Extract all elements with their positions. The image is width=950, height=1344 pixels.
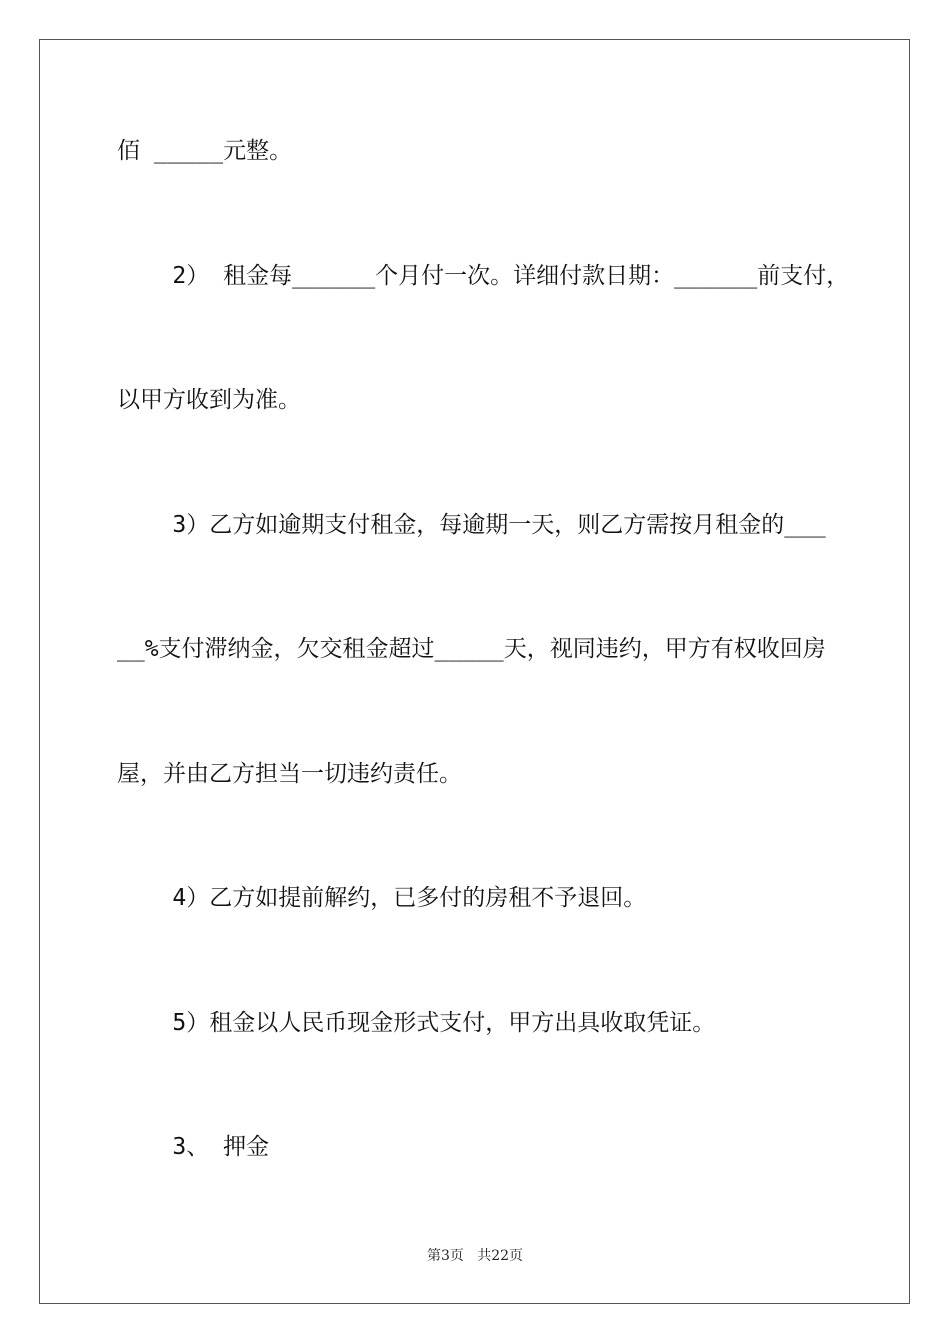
text-line: __%支付滞纳金，欠交租金超过_____天，视同违约，甲方有权收回房 [117,636,826,662]
text-line: 5）租金以人民币现金形式支付，甲方出具收取凭证。 [117,1010,716,1036]
text-line: 佰 _____元整。 [117,138,293,164]
text-line: 以甲方收到为准。 [117,387,301,413]
page-border [39,39,910,1304]
page-footer: 第3页 共22页 [426,1248,524,1264]
text-line: 4）乙方如提前解约，已多付的房租不予退回。 [117,885,647,911]
section-heading: 3、 押金 [117,1134,270,1160]
text-line: 2） 租金每______个月付一次。详细付款日期：______前支付， [117,263,850,289]
text-line: 屋，并由乙方担当一切违约责任。 [117,761,462,787]
text-line: 3）乙方如逾期支付租金，每逾期一天，则乙方需按月租金的___ [117,512,826,538]
